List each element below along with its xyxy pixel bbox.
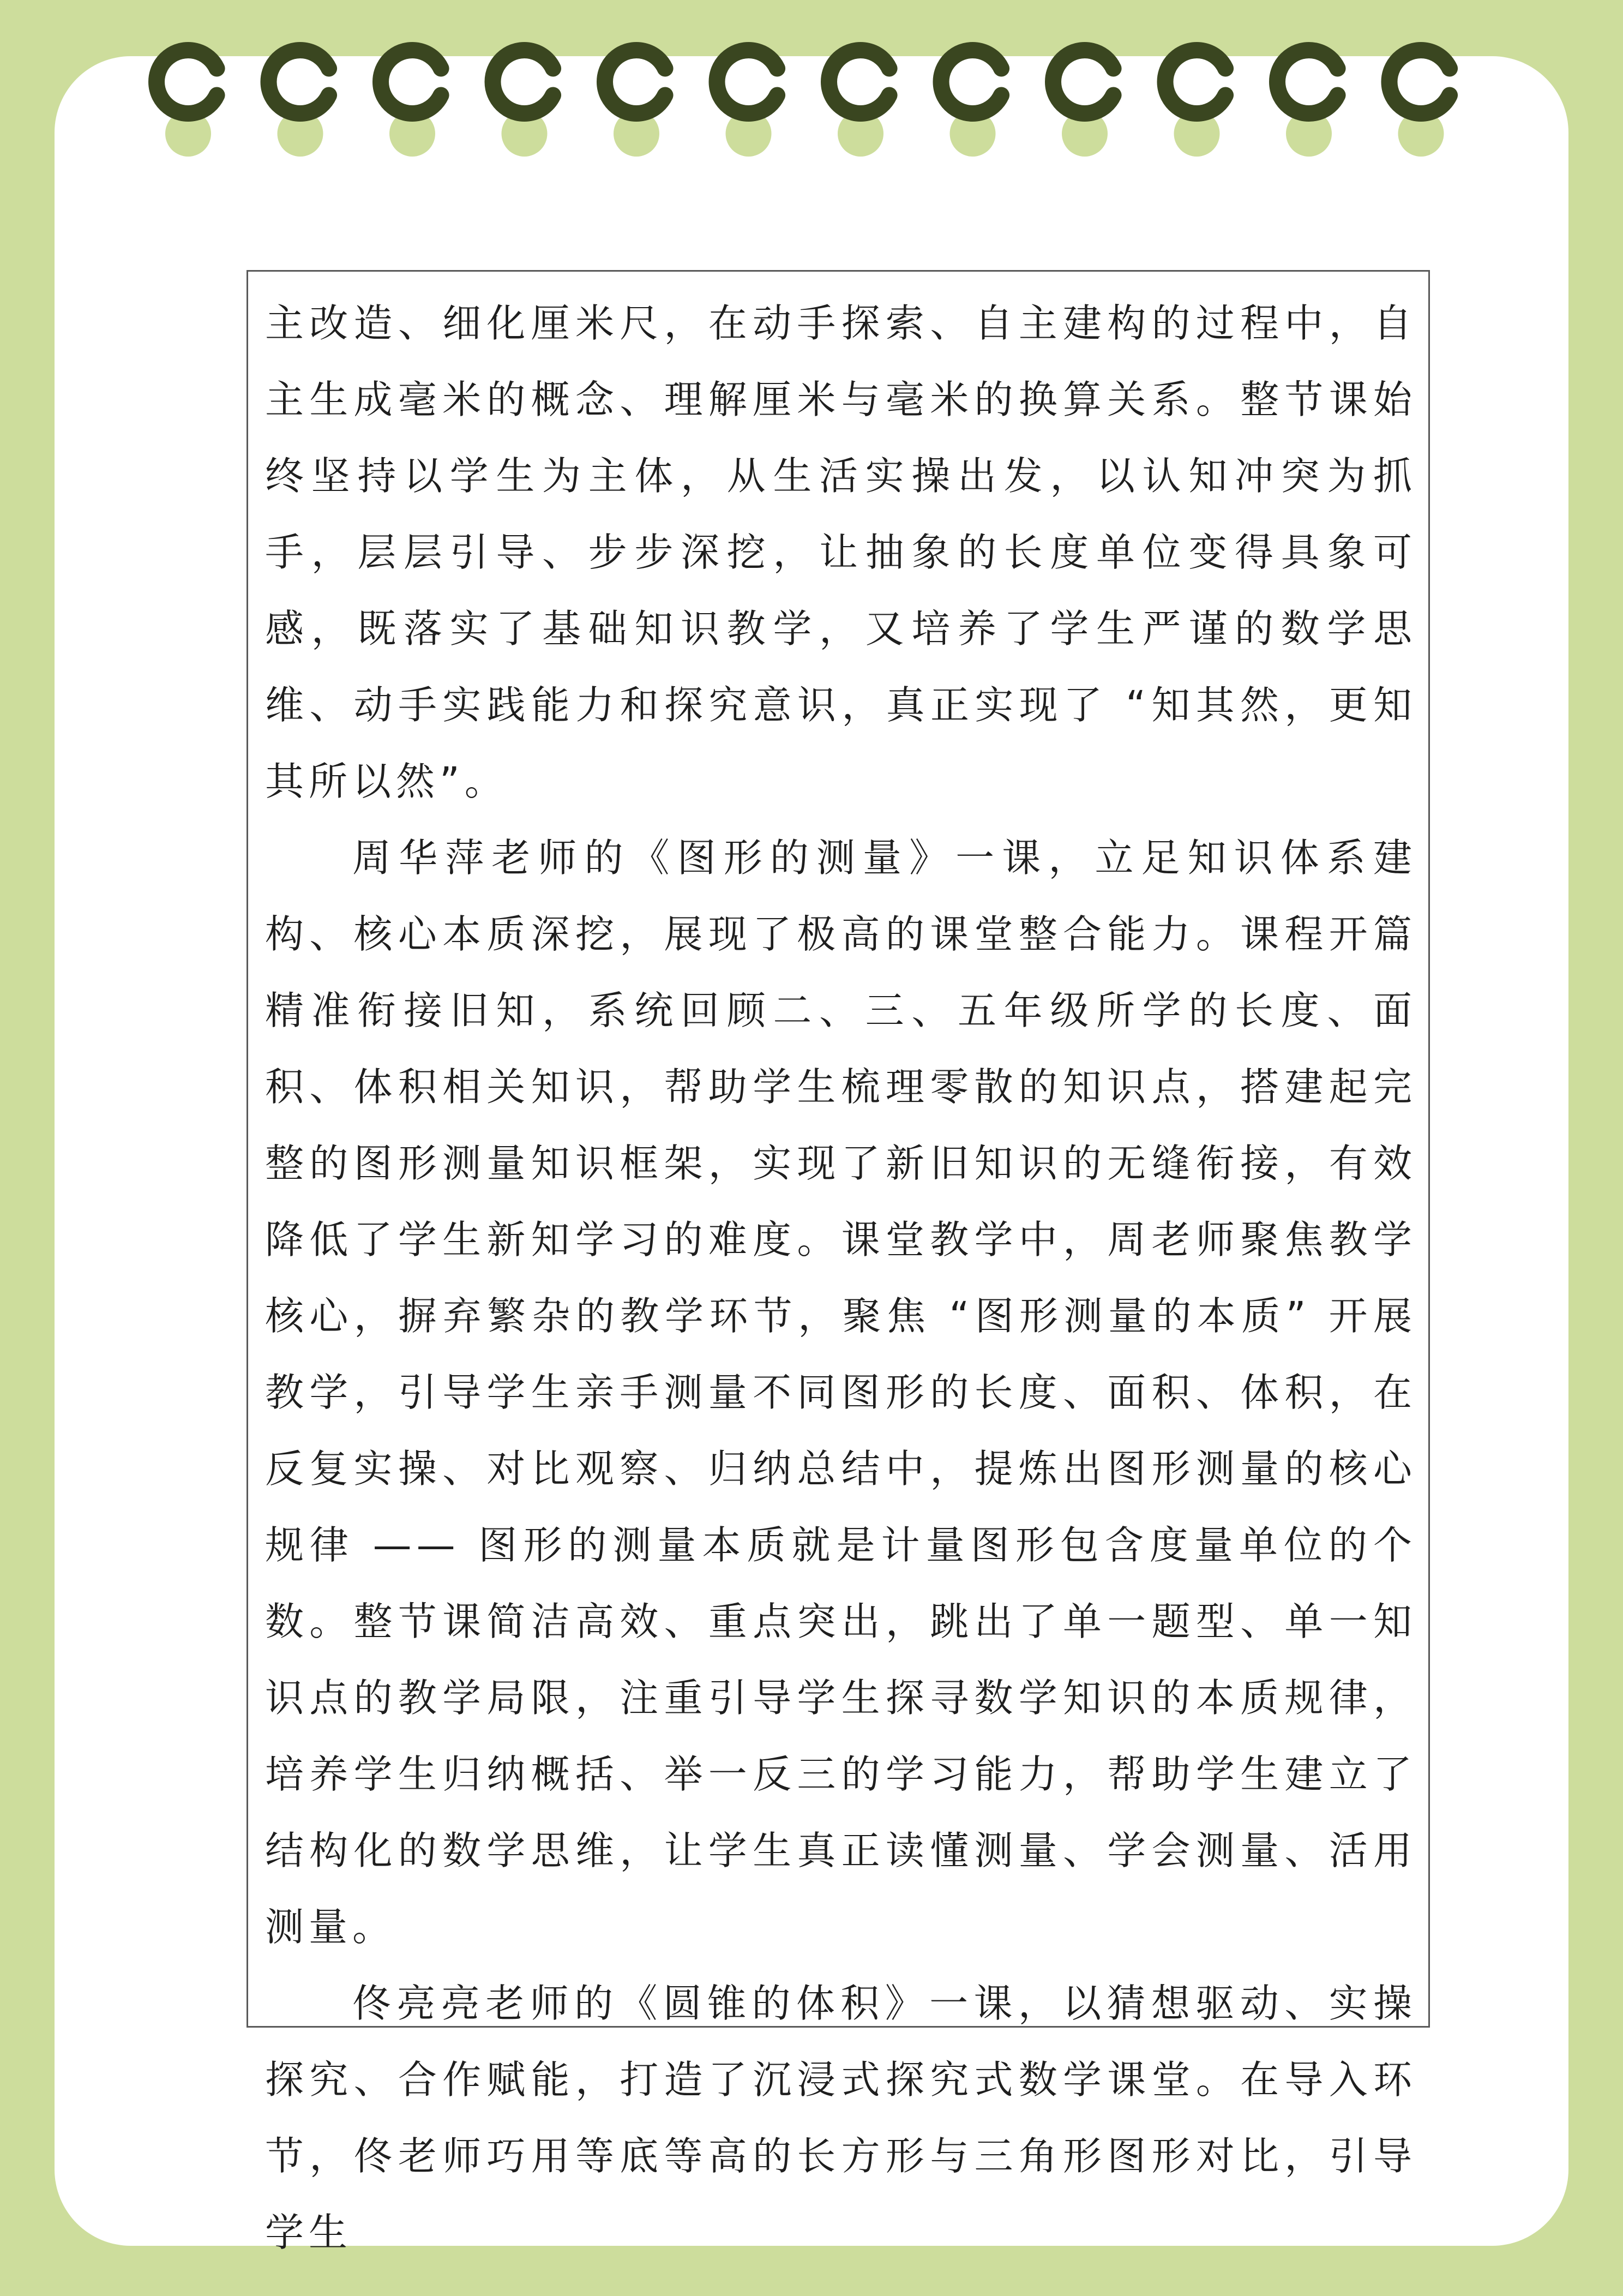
binding-ring [493, 50, 554, 113]
binding-ring [268, 50, 329, 113]
paragraph-2: 周华萍老师的《图形的测量》一课，立足知识体系建构、核心本质深挖，展现了极高的课堂整合能力。课程开篇精准衔接旧知，系统回顾二、三、五年级所学的长度、面积、体积相关知识，帮助学生梳理零散的知识点，搭建起完整的图形测量知识框架，实现了新旧知识的无缝衔接，有效降低了学生新知学习的难度。课堂教学中，周老师聚焦教学核心，摒弃繁杂的教学环节，聚焦 “图形测量的本质” 开展教学，引导学生亲手测量不同图形的长度、面积、体积，在反复实操、对比观察、归纳总结中，提炼出图形测量的核心规律 —— 图形的测量本质就是计量图形包含度量单位的个数。整节课简洁高效、重点突出，跳出了单一题型、单一知识点的教学局限，注重引导学生探寻数学知识的本质规律，培养学生归纳概括、举一反三的学习能力，帮助学生建立了结构化的数学思维，让学生真正读懂测量、学会测量、活用测量。 [265, 835, 1417, 1950]
paragraph-1: 主改造、细化厘米尺，在动手探索、自主建构的过程中，自主生成毫米的概念、理解厘米与毫米的换算关系。整节课始终坚持以学生为主体，从生活实操出发，以认知冲突为抓手，层层引导、步步深挖，让抽象的长度单位变得具象可感，既落实了基础知识教学，又培养了学生严谨的数学思维、动手实践能力和探究意识，真正实现了 “知其然，更知其所以然”。 [265, 301, 1417, 804]
binding-ring [605, 50, 665, 113]
text-frame [247, 270, 1430, 2255]
binding-ring [829, 50, 889, 113]
binding-ring [157, 50, 217, 113]
binding-ring [1390, 50, 1450, 113]
binding-ring [381, 50, 441, 113]
paragraph-3: 佟亮亮老师的《圆锥的体积》一课，以猜想驱动、实操探究、合作赋能，打造了沉浸式探究式数学课堂。在导入环节，佟老师巧用等底等高的长方形与三角形图形对比，引导学生 [265, 1981, 1417, 2255]
binding-ring [941, 50, 1002, 113]
binding-ring [1165, 50, 1226, 113]
spiral-binding [0, 0, 1623, 175]
binding-ring [717, 50, 778, 113]
binding-ring [1277, 50, 1338, 113]
binding-ring [1053, 50, 1114, 113]
document-body [265, 285, 1417, 2271]
